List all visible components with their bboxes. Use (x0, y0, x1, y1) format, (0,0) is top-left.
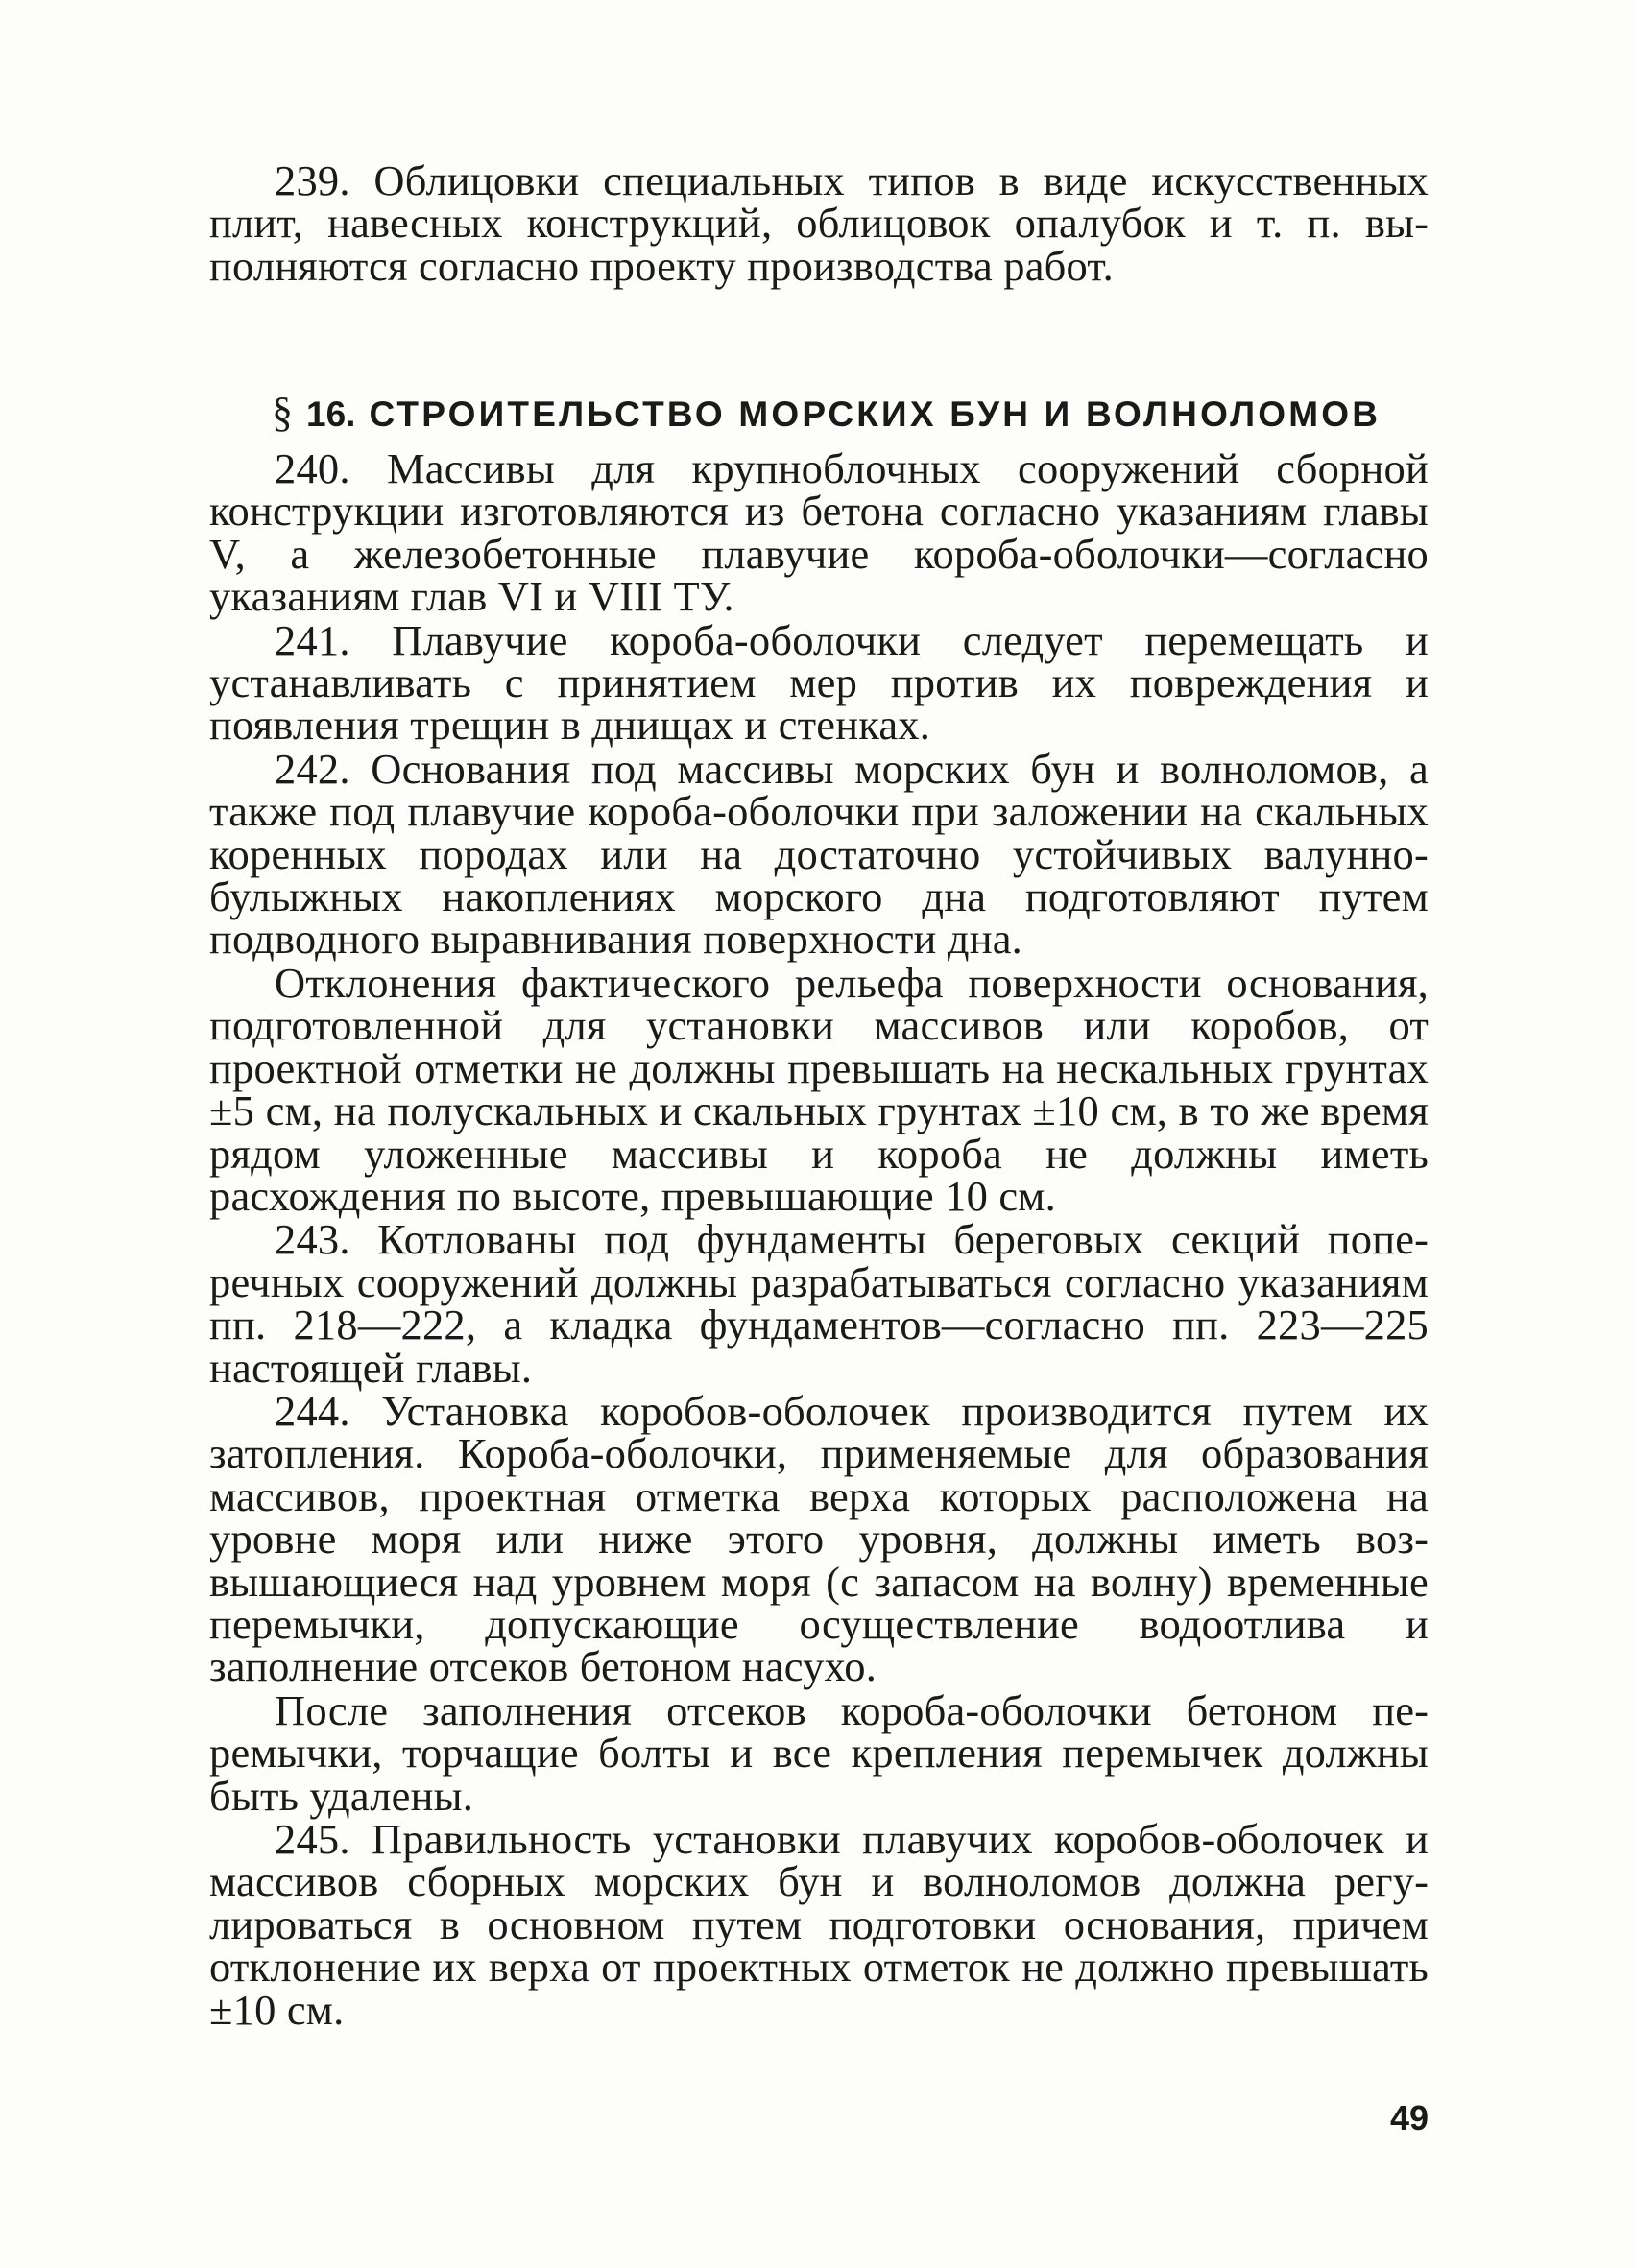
paragraph-240: 240. Массивы для крупноблочных сооружений сборной конструкции изготовляются из бетона согласно указаниям главы V, а железобетонные плавучие короба-оболочки—согласно указаниям глав VI и VIII ТУ. (209, 444, 1429, 621)
main-text-block (209, 444, 1429, 2034)
top-text-block (209, 156, 1429, 290)
paragraph-244: 244. Установка коробов-оболочек производится путем их затопления. Короба-оболочки, применяемые для образования массивов, проектная отметка верха которых расположена на уровне моря или ниже этого уровня, должны иметь возвышающиеся над уровнем моря (с запасом на волну) временные перемычки, допускающие осуществление водоотлива и заполнение отсеков бетоном насухо. (209, 1386, 1429, 1691)
paragraph-243: 243. Котлованы под фундаменты береговых секций поперечных сооружений должны разрабатываться согласно указаниям пп. 218—222, а кладка фундаментов—согласно пп. 223—225 настоящей главы. (209, 1215, 1429, 1392)
paragraph-245: 245. Правильность установки плавучих коробов-оболочек и массивов сборных морских бун и волноломов должна регулироваться в основном путем подготовки основания, причем отклонение их верха от проектных отметок не должно превышать ±10 см. (209, 1815, 1429, 2034)
paragraph-244-after-filling: После заполнения отсеков короба-оболочки бетоном перемычки, торчащие болты и все крепления перемычек должны быть удалены. (209, 1685, 1429, 1820)
paragraph-242: 242. Основания под массивы морских бун и волноломов, а также под плавучие короба-оболочки при заложении на скальных коренных породах или на достаточно устойчивых валунно-булыжных накоплениях морского дна подготовляют путем подводного выравнивания поверхности дна. (209, 744, 1429, 964)
section-heading (272, 388, 1433, 437)
paragraph-242-deviations: Отклонения фактического рельефа поверхности основания, подготовленной для установки массивов или коробов, от проектной отметки не должны превышать на нескальных грунтах ±5 см, на полускальных и скальных грунтах ±10 см, в то же время рядом уложенные массивы и короба не должны иметь расхождения по высоте, превышающие 10 см. (209, 958, 1429, 1220)
section-sign: § (272, 389, 293, 436)
section-title: СТРОИТЕЛЬСТВО МОРСКИХ БУН И ВОЛНОЛОМОВ (369, 394, 1382, 434)
page-number: 49 (1390, 2098, 1430, 2137)
paragraph-241: 241. Плавучие короба-оболочки следует перемещать и устанавливать с принятием мер против их повреждения и появления трещин в днищах и стенках. (209, 615, 1429, 750)
section-number: 16. (306, 394, 356, 434)
paragraph-239: 239. Облицовки специальных типов в виде искусственных плит, навесных конструкций, облицовок опалубок и т. п. выполняются согласно проекту производства работ. (209, 156, 1429, 290)
